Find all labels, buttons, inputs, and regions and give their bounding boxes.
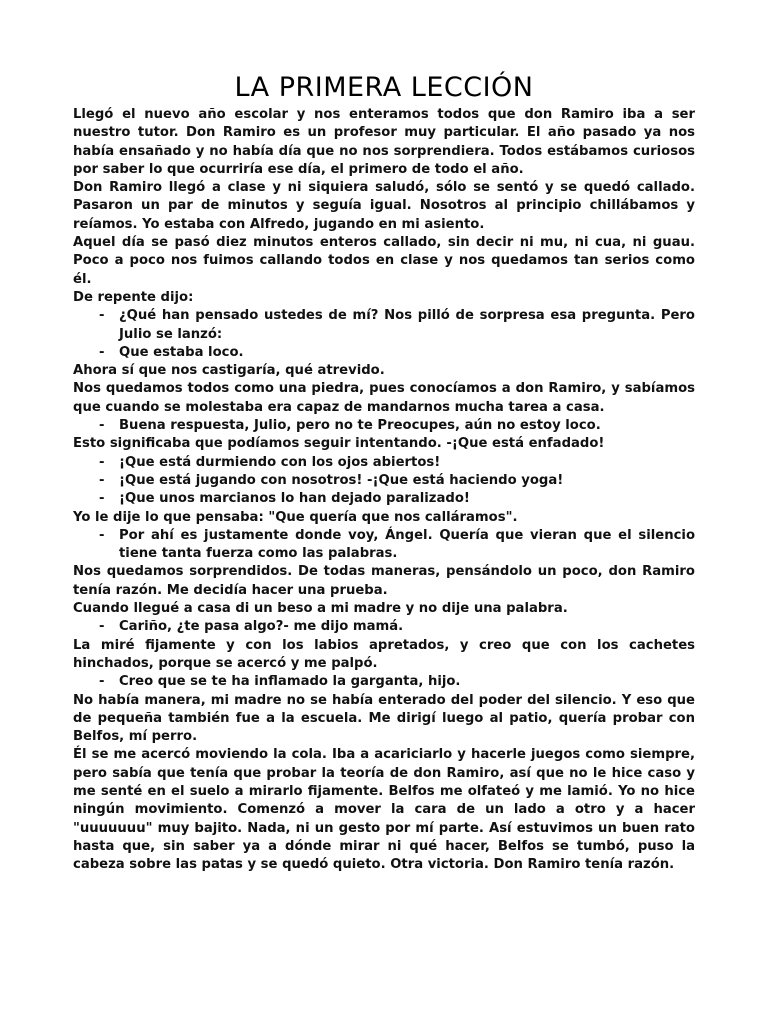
paragraph: Nos quedamos sorprendidos. De todas maneras, pensándolo un poco, don Ramiro tenía razón. Me decidía hacer una prueba. [73, 564, 695, 598]
dialogue-text: ¿Qué han pensado ustedes de mí? Nos pilló de sorpresa esa pregunta. Pero Julio se lanzó: [119, 308, 695, 342]
dialogue-text: ¡Que está durmiendo con los ojos abiertos! [119, 454, 441, 470]
dialogue-line [73, 454, 695, 472]
dialogue-line [73, 307, 695, 344]
paragraph: De repente dijo: [73, 289, 194, 305]
paragraph: La miré fijamente y con los labios apretados, y creo que con los cachetes hinchados, porque se acercó y me palpó. [73, 637, 695, 671]
paragraph: Llegó el nuevo año escolar y nos enteramos todos que don Ramiro iba a ser nuestro tutor. Don Ramiro es un profesor muy particular. El año pasado ya nos había ensañado y no había día que no nos sorprendiera. Todos estábamos curiosos por saber lo que ocurriría ese día, el primero de todo el año. [73, 107, 695, 177]
dialogue-line [73, 344, 695, 362]
paragraph: Ahora sí que nos castigaría, qué atrevido. [73, 363, 385, 379]
dialogue-text: ¡Que está jugando con nosotros! -¡Que está haciendo yoga! [119, 472, 564, 488]
dialogue-text: Creo que se te ha inflamado la garganta, hijo. [119, 674, 461, 690]
dialogue-text: Que estaba loco. [119, 344, 244, 360]
paragraph: Cuando llegué a casa di un beso a mi madre y no dije una palabra. [73, 601, 568, 617]
dialogue-text: ¡Que unos marcianos lo han dejado paralizado! [119, 491, 470, 507]
dialogue-dash: - [99, 308, 105, 324]
dialogue-line [73, 673, 695, 691]
paragraph: No había manera, mi madre no se había enterado del poder del silencio. Y eso que de pequeña también fue a la escuela. Me dirigí luego al patio, quería probar con Belfos, mí perro. [73, 692, 695, 745]
dialogue-text: Por ahí es justamente donde voy, Ángel. Quería que vieran que el silencio tiene tanta fuerza como las palabras. [119, 527, 695, 562]
paragraph: Don Ramiro llegó a clase y ni siquiera saludó, sólo se sentó y se quedó callado. Pasaron un par de minutos y seguía igual. Nosotros al principio chillábamos y reíamos. Yo estaba con Alfredo, jugando en mi asiento. [73, 180, 695, 232]
dialogue-dash: - [99, 527, 105, 543]
dialogue-dash: - [99, 454, 105, 470]
dialogue-dash: - [99, 472, 105, 488]
dialogue-line [73, 618, 695, 636]
dialogue-dash: - [99, 674, 105, 690]
paragraph: Él se me acercó moviendo la cola. Iba a acariciarlo y hacerle juegos como siempre, pero sabía que tenía que probar la teoría de don Ramiro, así que no le hice caso y me senté en el suelo a mirarlo fijamente. Belfos me olfateó y me lamió. Yo no hice ningún movimiento. Comenzó a mover la cara de un lado a otro y a hacer "uuuuuuu" muy bajito. Nada, ni un gesto por mí parte. Así estuvimos un buen rato hasta que, sin saber ya a dónde mirar ni qué hacer, Belfos se tumbó, puso la cabeza sobre las patas y se quedó quieto. Otra victoria. Don Ramiro tenía razón. [73, 747, 695, 873]
paragraph: Yo le dije lo que pensaba: "Que quería que nos calláramos". [73, 509, 518, 525]
paragraph: Esto significaba que podíamos seguir intentando. -¡Que está enfadado! [73, 436, 605, 452]
document-body [73, 106, 695, 874]
dialogue-dash: - [99, 491, 105, 507]
paragraph: Nos quedamos todos como una piedra, pues conocíamos a don Ramiro, y sabíamos que cuando se molestaba era capaz de mandarnos mucha tarea a casa. [73, 381, 695, 415]
dialogue-dash: - [99, 344, 105, 360]
document-page [73, 72, 695, 874]
dialogue-line [73, 527, 695, 564]
dialogue-dash: - [99, 418, 105, 434]
paragraph: Aquel día se pasó diez minutos enteros callado, sin decir ni mu, ni cua, ni guau. Poco a poco nos fuimos callando todos en clase y nos quedamos tan serios como él. [73, 235, 695, 287]
document-title: LA PRIMERA LECCIÓN [234, 72, 534, 103]
dialogue-dash: - [99, 619, 105, 635]
dialogue-text: Cariño, ¿te pasa algo?- me dijo mamá. [119, 619, 404, 635]
dialogue-line [73, 490, 695, 508]
dialogue-text: Buena respuesta, Julio, pero no te Preocupes, aún no estoy loco. [119, 418, 601, 434]
dialogue-line [73, 417, 695, 435]
dialogue-line [73, 472, 695, 490]
